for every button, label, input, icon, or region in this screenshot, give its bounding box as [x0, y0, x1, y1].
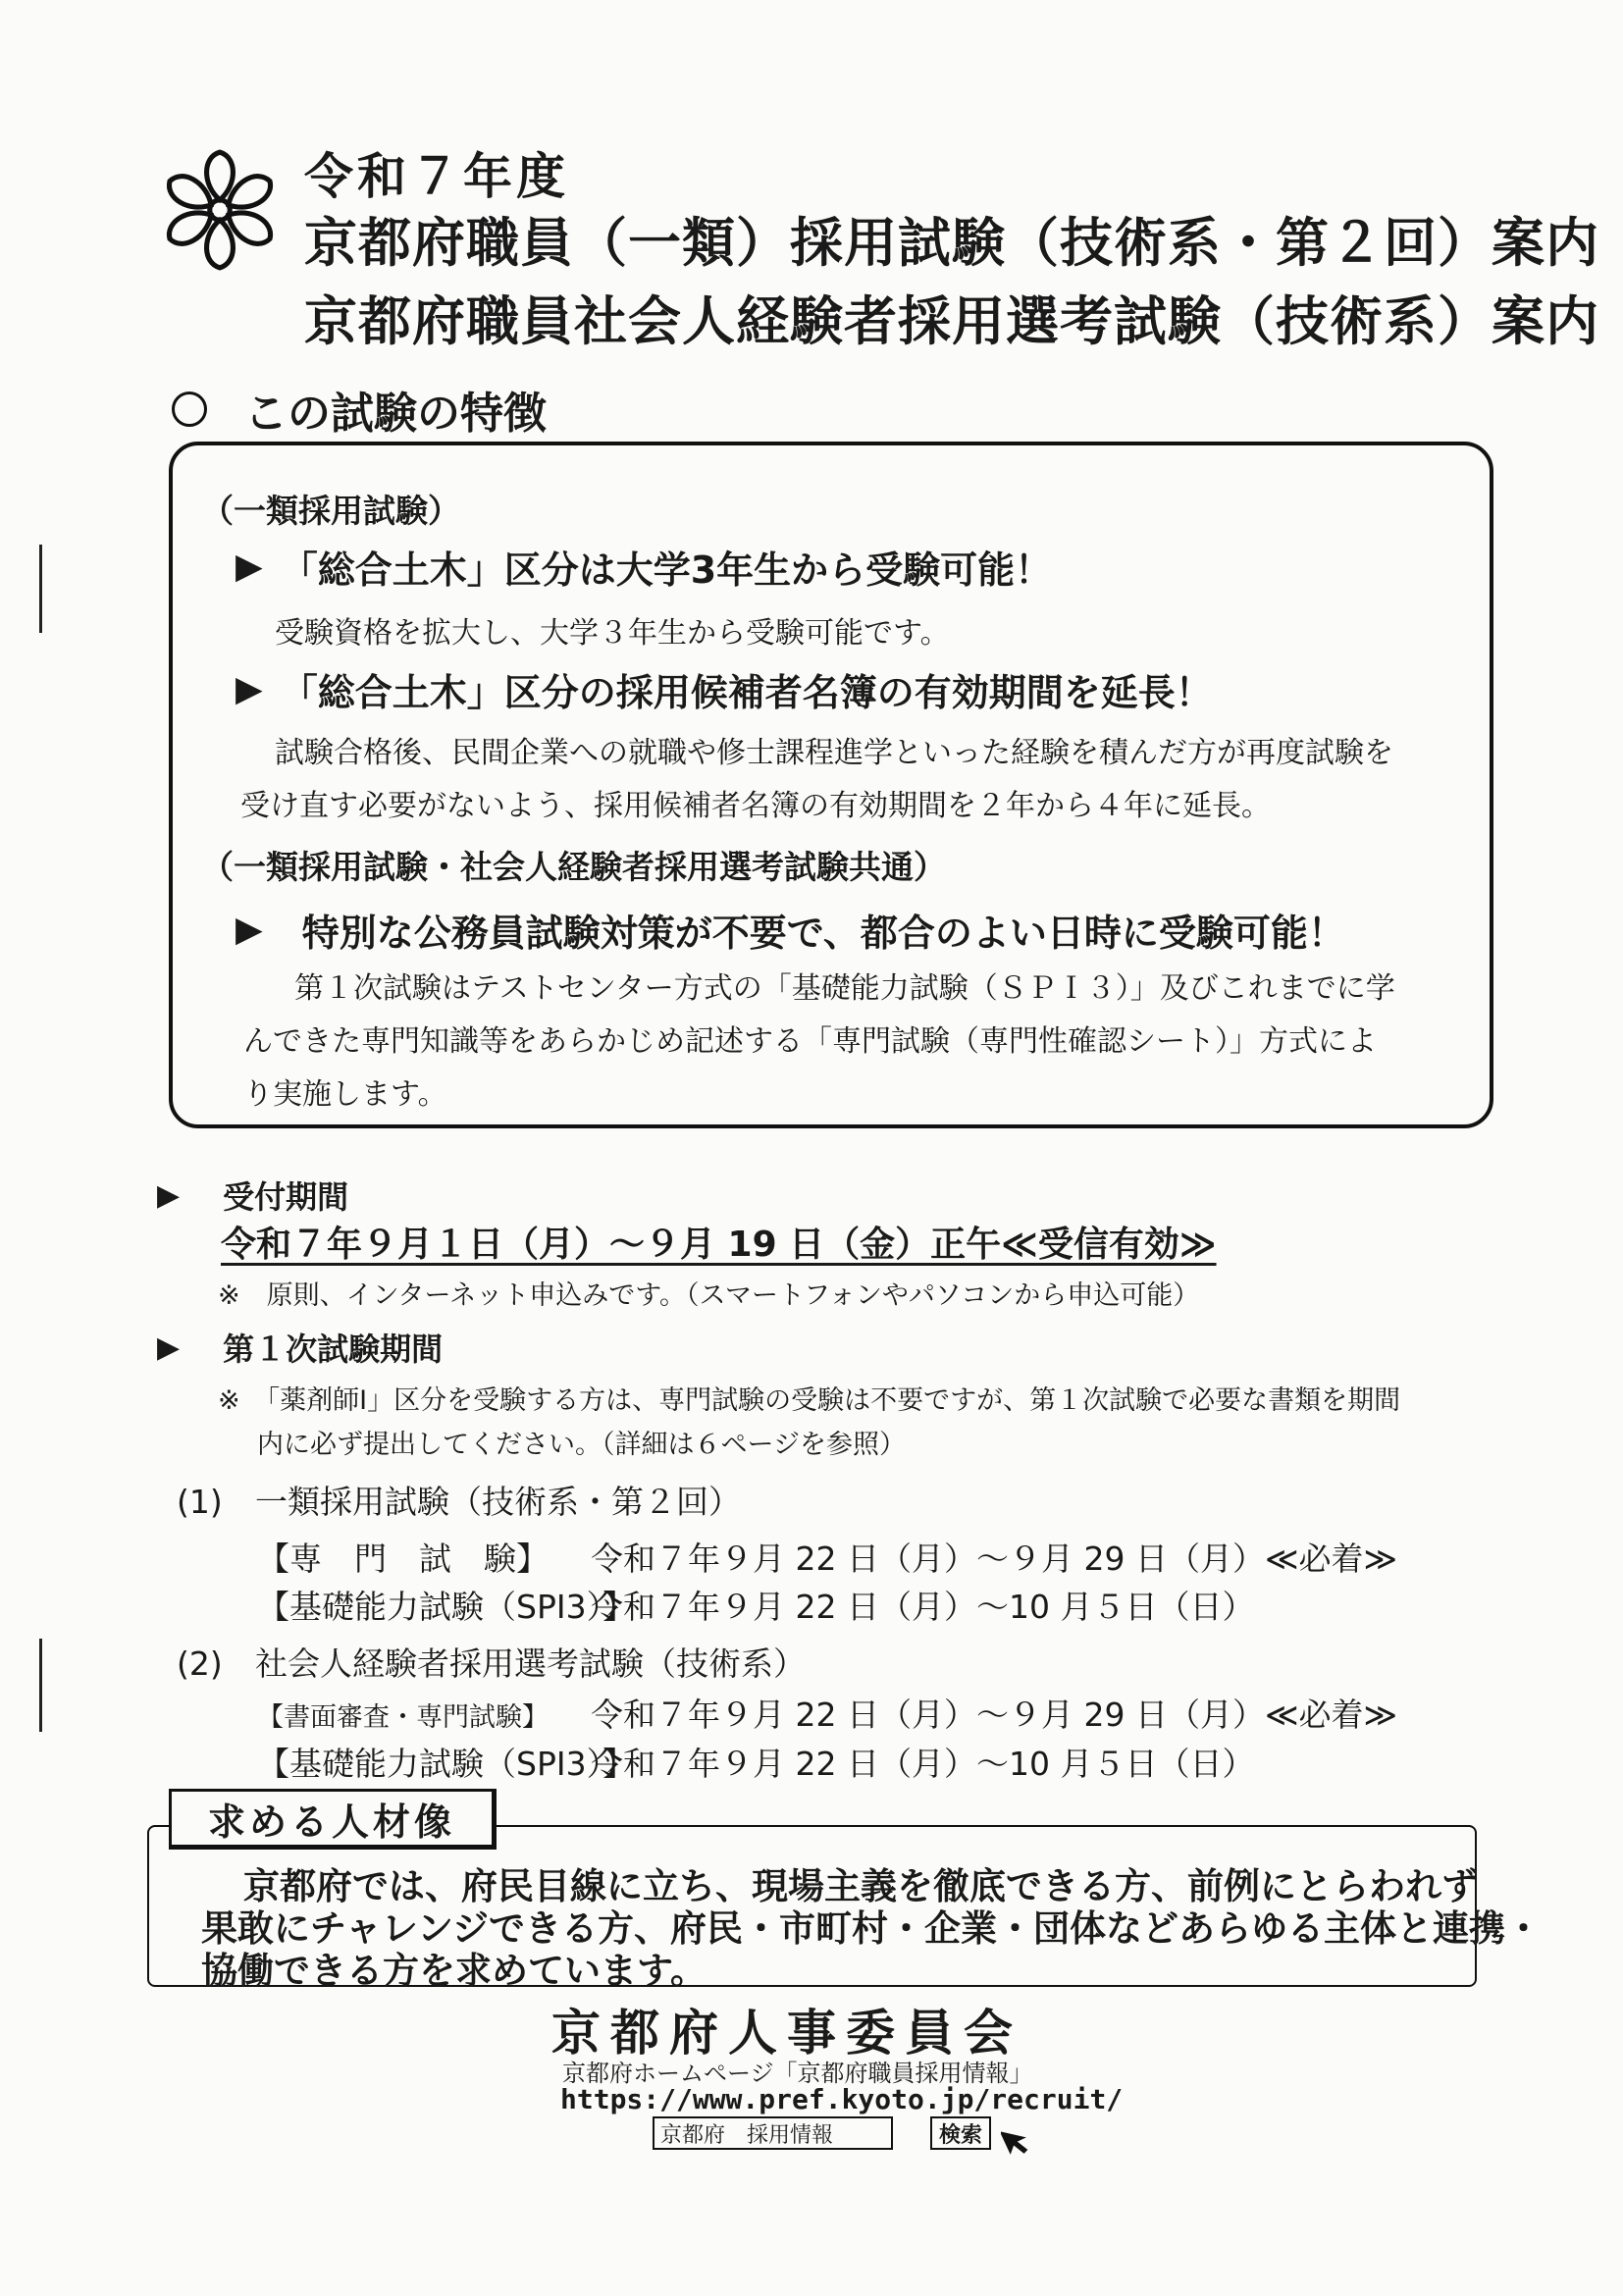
homepage-label: 京都府ホームページ「京都府職員採用情報」	[562, 2060, 1033, 2087]
triangle-right-icon: ▶	[157, 1330, 181, 1365]
feature-body: 受験資格を拡大し、大学３年生から受験可能です。	[275, 616, 950, 651]
features-heading-label: この試験の特徴	[244, 389, 547, 439]
feature-body: 受け直す必要がないよう、採用候補者名簿の有効期間を２年から４年に延長。	[240, 789, 1271, 823]
talent-text: 果敢にチャレンジできる方、府民・市町村・企業・団体などあらゆる主体と連携・	[201, 1907, 1543, 1950]
section-number: (2)	[177, 1644, 223, 1683]
organization-name: 京都府人事委員会	[551, 2005, 1022, 2061]
schedule-value: 令和７年９月 22 日（月）～９月 29 日（月）≪必着≫	[591, 1696, 1398, 1734]
schedule-value: 令和７年９月 22 日（月）～10 月５日（日）	[591, 1745, 1255, 1783]
group-heading: （一類採用試験・社会人経験者採用選考試験共通）	[201, 848, 946, 886]
reception-heading	[157, 1173, 348, 1218]
page-title-2: 京都府職員社会人経験者採用選考試験（技術系）案内	[304, 290, 1599, 352]
feature-title-text: 「総合土木」区分は大学3年生から受験可能！	[280, 548, 1053, 592]
section-title: 一類採用試験（技術系・第２回）	[255, 1483, 741, 1521]
talent-text: 京都府では、府民目線に立ち、現場主義を徹底できる方、前例にとらわれず	[243, 1865, 1478, 1907]
page-title-1: 京都府職員（一類）採用試験（技術系・第２回）案内	[304, 212, 1599, 274]
first-exam-note: ※ 「薬剤師Ⅰ」区分を受験する方は、専門試験の受験は不要ですが、第１次試験で必要な書類を期間	[218, 1385, 1401, 1416]
feature-title	[236, 903, 1345, 957]
recruit-url-link[interactable]: https://www.pref.kyoto.jp/recruit/	[560, 2083, 1124, 2115]
schedule-label: 【基礎能力試験（SPI3）】	[257, 1588, 636, 1626]
talent-label: 求める人材像	[169, 1789, 497, 1850]
triangle-right-icon: ▶	[236, 669, 263, 709]
reception-note: ※ 原則、インターネット申込みです。（スマートフォンやパソコンから申込可能）	[218, 1280, 1200, 1311]
schedule-row	[257, 1690, 1397, 1736]
feature-title	[236, 540, 1052, 594]
search-query-box: 京都府 採用情報	[653, 2116, 893, 2150]
feature-title-text: 「総合土木」区分の採用候補者名簿の有効期間を延長！	[280, 671, 1213, 714]
talent-text: 協働できる方を求めています。	[201, 1950, 707, 1992]
triangle-right-icon: ▶	[236, 910, 263, 950]
reception-period: 令和７年９月１日（月）～９月 19 日（金）正午≪受信有効≫	[221, 1225, 1217, 1265]
triangle-right-icon: ▶	[236, 547, 263, 587]
schedule-value: 令和７年９月 22 日（月）～10 月５日（日）	[591, 1588, 1255, 1626]
schedule-value: 令和７年９月 22 日（月）～９月 29 日（月）≪必着≫	[591, 1539, 1398, 1578]
feature-title-text: 特別な公務員試験対策が不要で、都合のよい日時に受験可能！	[301, 912, 1345, 955]
search-button: 検索	[930, 2116, 991, 2150]
page-year: 令和７年度	[304, 148, 569, 205]
cursor-arrow-icon	[1001, 2119, 1040, 2159]
feature-title	[236, 662, 1213, 716]
section-title: 社会人経験者採用選考試験（技術系）	[255, 1644, 806, 1683]
schedule-label: 【基礎能力試験（SPI3）】	[257, 1745, 636, 1783]
schedule-label: 【書面審査・専門試験】	[257, 1702, 549, 1733]
first-exam-note: 内に必ず提出してください。（詳細は６ページを参照）	[257, 1430, 906, 1460]
schedule-row	[257, 1739, 1254, 1785]
exam-section-title	[177, 1639, 806, 1685]
section-number: (1)	[177, 1483, 223, 1521]
exam-section-title	[177, 1477, 741, 1523]
first-exam-label: 第１次試験期間	[223, 1331, 444, 1368]
schedule-label: 【専 門 試 験】	[257, 1539, 549, 1578]
first-exam-heading	[157, 1325, 443, 1370]
scan-mark	[39, 1639, 42, 1732]
reception-label: 受付期間	[223, 1178, 349, 1216]
kyoto-emblem-icon	[157, 147, 283, 273]
schedule-row	[257, 1582, 1254, 1628]
circle-bullet-icon	[172, 391, 207, 427]
schedule-row	[257, 1534, 1397, 1580]
group-heading: （一類採用試験）	[201, 492, 460, 530]
feature-body: り実施します。	[243, 1077, 447, 1112]
feature-body: 試験合格後、民間企業への就職や修士課程進学といった経験を積んだ方が再度試験を	[275, 736, 1393, 770]
scan-mark	[39, 545, 42, 633]
feature-body: んできた専門知識等をあらかじめ記述する「専門試験（専門性確認シート）」方式によ	[243, 1024, 1377, 1059]
features-heading	[172, 378, 547, 441]
triangle-right-icon: ▶	[157, 1177, 181, 1213]
feature-body: 第１次試験はテストセンター方式の「基礎能力試験（ＳＰＩ３）」及びこれまでに学	[294, 971, 1395, 1006]
